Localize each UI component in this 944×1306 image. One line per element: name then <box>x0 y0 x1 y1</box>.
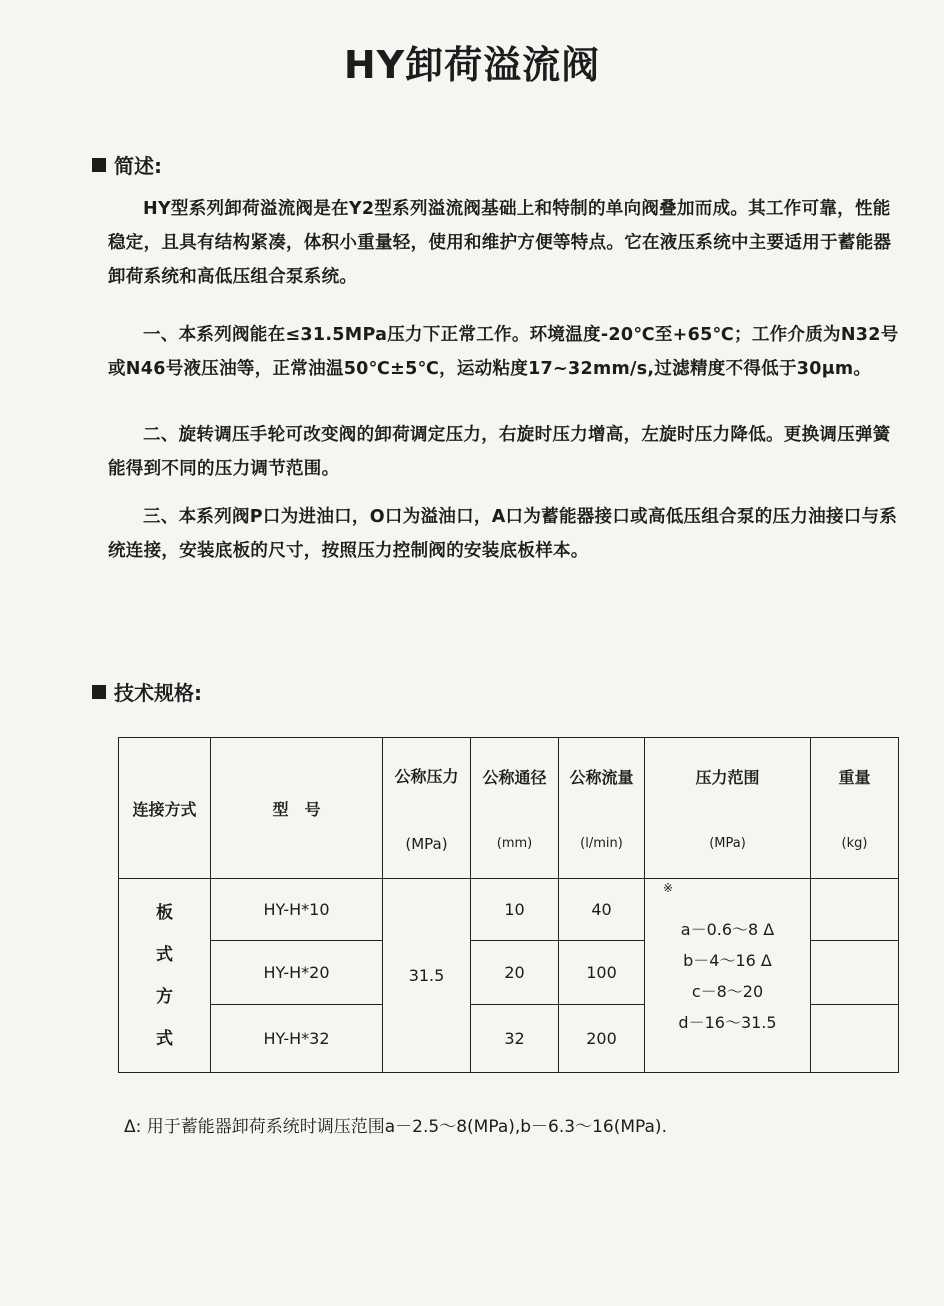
overview-point-2: 二、旋转调压手轮可改变阀的卸荷调定压力，右旋时压力增高，左旋时压力降低。更换调压弹簧能得到不同的压力调节范围。 <box>108 425 891 479</box>
header-pressure-unit: (MPa) <box>405 834 448 853</box>
flow-cell: 100 <box>559 941 645 1005</box>
table-header-row <box>119 738 899 879</box>
flow-cell: 200 <box>559 1005 645 1073</box>
header-range-label: 压力范围 <box>695 768 760 787</box>
overview-heading <box>92 150 162 179</box>
header-bore-label: 公称通径 <box>482 768 547 787</box>
table-row <box>119 879 899 941</box>
header-flow-label: 公称流量 <box>569 768 634 787</box>
connection-char: 方 <box>156 986 173 1007</box>
header-connection: 连接方式 <box>119 738 211 879</box>
weight-cell <box>811 941 899 1005</box>
header-weight-unit: (kg) <box>841 836 868 851</box>
flow-cell: 40 <box>559 879 645 941</box>
weight-cell <box>811 1005 899 1073</box>
header-bore-unit: (mm) <box>496 836 533 851</box>
header-weight-label: 重量 <box>838 768 871 787</box>
header-pressure <box>383 738 471 879</box>
page-title: HY卸荷溢流阀 <box>343 43 601 87</box>
header-range <box>645 738 811 879</box>
connection-char: 式 <box>156 944 173 965</box>
specs-heading-text: 技术规格: <box>114 681 202 705</box>
header-weight <box>811 738 899 879</box>
overview-point-3: 三、本系列阀P口为进油口，O口为溢油口，A口为蓄能器接口或高低压组合泵的压力油接口与系统连接，安装底板的尺寸，按照压力控制阀的安装底板样本。 <box>108 507 898 561</box>
pressure-range-item: d－16～31.5 <box>678 1012 777 1032</box>
overview-intro: HY型系列卸荷溢流阀是在Y2型系列溢流阀基础上和特制的单向阀叠加而成。其工作可靠，性能稳定，且具有结构紧凑，体积小重量轻，使用和维护方便等特点。它在液压系统中主要适用于蓄能器卸荷系统和高低压组合泵系统。 <box>108 199 892 287</box>
bore-cell: 20 <box>471 941 559 1005</box>
model-cell: HY-H*10 <box>211 879 383 941</box>
connection-type-cell <box>119 879 211 1073</box>
specs-heading <box>92 677 202 706</box>
model-cell: HY-H*32 <box>211 1005 383 1073</box>
header-bore <box>471 738 559 879</box>
weight-cell <box>811 879 899 941</box>
bore-cell: 10 <box>471 879 559 941</box>
header-pressure-label: 公称压力 <box>394 766 459 786</box>
connection-char: 式 <box>156 1028 173 1049</box>
pressure-range-item: b－4～16 Δ <box>683 950 772 970</box>
overview-point-1: 一、本系列阀能在≤31.5MPa压力下正常工作。环境温度-20℃至+65℃；工作介质为N32号或N46号液压油等，正常油温50℃±5℃，运动粘度17~32mm/s,过滤精度不得低于30μm。 <box>108 325 899 379</box>
pressure-range-cell <box>645 879 811 1073</box>
pressure-range-item: a－0.6～8 Δ <box>680 919 775 939</box>
bore-cell: 32 <box>471 1005 559 1073</box>
note-mark: ※ <box>663 881 674 895</box>
rated-pressure-cell: 31.5 <box>383 879 471 1073</box>
footnote: Δ: 用于蓄能器卸荷系统时调压范围a－2.5～8(MPa),b－6.3～16(MPa). <box>124 1117 667 1137</box>
header-flow-unit: (l/min) <box>580 836 623 851</box>
square-bullet-icon <box>92 158 106 172</box>
header-flow <box>559 738 645 879</box>
connection-char: 板 <box>156 902 173 923</box>
square-bullet-icon <box>92 685 106 699</box>
header-range-unit: (MPa) <box>709 836 746 851</box>
overview-heading-text: 简述: <box>114 154 162 178</box>
spec-table <box>118 737 899 1073</box>
header-model: 型 号 <box>211 738 383 879</box>
model-cell: HY-H*20 <box>211 941 383 1005</box>
pressure-range-item: c－8～20 <box>691 981 764 1001</box>
